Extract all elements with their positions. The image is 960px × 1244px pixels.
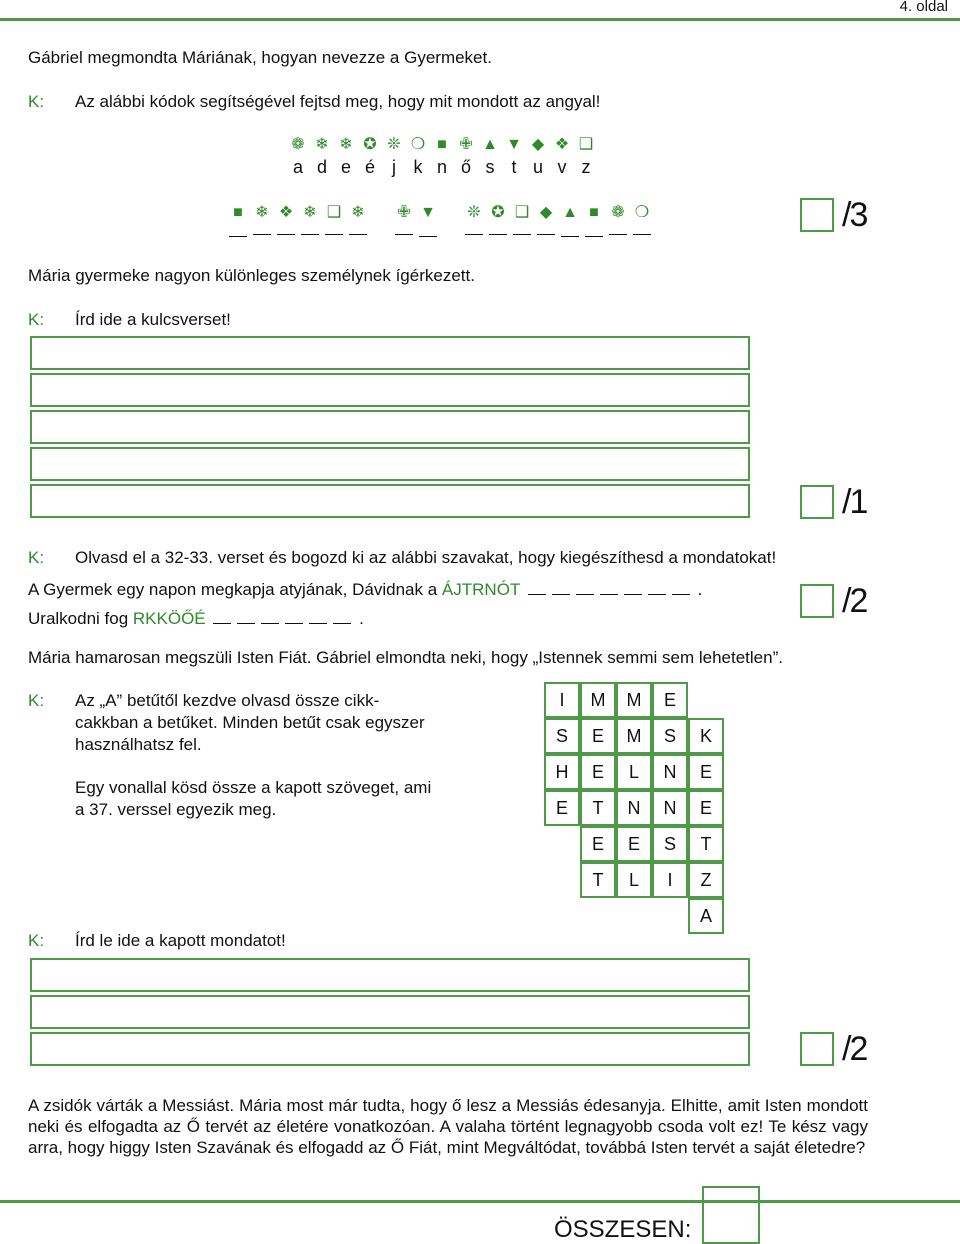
bottom-rule — [0, 1200, 960, 1203]
scrambled-word-2: RKKÖŐÉ — [132, 609, 206, 628]
cipher-letter[interactable]: ◆ — [534, 202, 558, 235]
cipher-letter[interactable]: ▼ — [416, 204, 440, 237]
code-symbol: ❄ — [339, 136, 353, 153]
code-symbol: ✪ — [363, 136, 377, 153]
task-3-marker: K: — [28, 548, 45, 567]
code-symbol: ◆ — [531, 136, 545, 153]
grid-cell[interactable]: N — [652, 754, 688, 790]
intro-3: Mária hamarosan megszüli Isten Fiát. Gábriel elmondta neki, hogy „Istennek semmi sem lehetetlen”. — [28, 648, 783, 667]
task-1-marker: K: — [28, 92, 45, 111]
answer-line-4[interactable] — [30, 447, 750, 481]
code-symbol: ✙ — [459, 136, 473, 153]
code-symbol: ❁ — [291, 136, 305, 153]
answer-line-3[interactable] — [30, 410, 750, 444]
grid-cell[interactable]: Z — [688, 862, 724, 898]
grid-cell[interactable]: H — [544, 754, 580, 790]
top-rule — [0, 18, 960, 21]
cipher-letter[interactable]: ❖ — [274, 202, 298, 235]
grid-cell[interactable]: A — [688, 898, 724, 934]
cipher-letter[interactable]: ❊ — [462, 202, 486, 235]
grid-cell[interactable]: T — [580, 790, 616, 826]
grid-cell[interactable]: M — [616, 718, 652, 754]
grid-cell[interactable]: S — [652, 826, 688, 862]
grid-cell[interactable]: L — [616, 862, 652, 898]
sentence-2-before: Uralkodni fog — [28, 609, 129, 628]
grid-cell[interactable]: S — [544, 718, 580, 754]
code-symbol: ■ — [437, 136, 447, 153]
code-symbol: ❑ — [578, 136, 594, 153]
code-letter: n — [436, 157, 447, 177]
task-4-marker: K: — [28, 691, 45, 710]
cipher-letter[interactable]: ■ — [582, 204, 606, 237]
sentence-1-end: . — [697, 580, 703, 599]
code-letter: t — [511, 157, 517, 177]
grid-cell[interactable]: S — [652, 718, 688, 754]
sentence-2 — [28, 609, 364, 629]
intro-1: Gábriel megmondta Máriának, hogyan nevezze a Gyermeket. — [28, 48, 492, 67]
cipher-word — [462, 202, 654, 237]
task-4-line-3: használhatsz fel. — [75, 735, 202, 754]
score-box-3[interactable] — [800, 584, 834, 618]
grid-cell[interactable]: I — [544, 682, 580, 718]
code-symbol: ❊ — [387, 136, 401, 153]
cipher-word — [392, 202, 440, 237]
cipher-letter[interactable]: ✪ — [486, 202, 510, 235]
code-letter: v — [557, 157, 567, 177]
page-label: 4. oldal — [899, 0, 948, 15]
total-label: ÖSSZESEN: — [554, 1216, 692, 1243]
answer-line-2[interactable] — [30, 373, 750, 407]
code-symbol: ❄ — [315, 136, 329, 153]
blanks-1[interactable] — [525, 580, 698, 599]
cipher-letter[interactable]: ❄ — [250, 202, 274, 235]
score-4: /2 — [842, 1030, 867, 1068]
code-symbol-row — [286, 134, 598, 154]
score-3: /2 — [842, 582, 867, 620]
cipher-word — [226, 202, 370, 237]
total-score-box[interactable] — [702, 1186, 760, 1244]
code-letter-row — [286, 157, 598, 178]
grid-cell[interactable]: E — [688, 754, 724, 790]
cipher-letter[interactable]: ❍ — [630, 202, 654, 235]
grid-cell[interactable]: E — [580, 754, 616, 790]
cipher-letter[interactable]: ■ — [226, 204, 250, 237]
sentence-1-before: A Gyermek egy napon megkapja atyjának, Dávidnak a — [28, 580, 438, 599]
grid-cell[interactable]: M — [580, 682, 616, 718]
closing-paragraph: A zsidók várták a Messiást. Mária most már tudta, hogy ő lesz a Messiás édesanyja. Elhitte, amit Isten mondott neki és elfogadta az Ő tervét az életére vonatkozóan. A valaha történt legnagyobb csoda volt ez! Te kész vagy arra, hogy higgy Isten Szavának és elfogadd az Ő Fiát, mint Megváltódat, továbbá Isten tervét a saját életedre? — [28, 1096, 868, 1157]
code-letter: e — [340, 157, 351, 177]
task-5-marker: K: — [28, 931, 45, 950]
code-letter: k — [413, 157, 423, 177]
task-3-text: Olvasd el a 32-33. verset és bogozd ki az alábbi szavakat, hogy kiegészíthesd a mondatokat! — [75, 548, 777, 567]
score-box-1[interactable] — [800, 198, 834, 232]
answer-line-7[interactable] — [30, 995, 750, 1029]
cipher-letter[interactable]: ❁ — [606, 202, 630, 235]
answer-line-6[interactable] — [30, 958, 750, 992]
task-4-line-4: Egy vonallal kösd össze a kapott szöveget, ami — [75, 778, 432, 797]
grid-cell[interactable]: E — [616, 826, 652, 862]
grid-cell[interactable]: E — [652, 682, 688, 718]
grid-cell[interactable]: L — [616, 754, 652, 790]
cipher-letter[interactable]: ❄ — [346, 202, 370, 235]
cipher-row — [226, 202, 686, 237]
grid-cell[interactable]: I — [652, 862, 688, 898]
grid-cell[interactable]: E — [688, 790, 724, 826]
code-symbol: ❍ — [410, 136, 426, 153]
grid-cell[interactable]: E — [580, 718, 616, 754]
grid-cell[interactable]: K — [688, 718, 724, 754]
code-letter: d — [316, 157, 327, 177]
grid-cell[interactable]: T — [688, 826, 724, 862]
code-letter: ő — [460, 157, 471, 177]
task-5-text: Írd le ide a kapott mondatot! — [75, 931, 286, 950]
grid-cell[interactable]: T — [580, 862, 616, 898]
task-2-text: Írd ide a kulcsverset! — [75, 310, 231, 329]
code-letter: a — [292, 157, 303, 177]
task-4-line-2: cakkban a betűket. Minden betűt csak egyszer — [75, 713, 425, 732]
code-symbol: ▲ — [482, 136, 498, 153]
intro-2: Mária gyermeke nagyon különleges személynek ígérkezett. — [28, 266, 475, 285]
answer-line-8[interactable] — [30, 1032, 750, 1066]
code-letter: é — [364, 157, 375, 177]
cipher-letter[interactable]: ▲ — [558, 204, 582, 237]
task-4-line-1: Az „A” betűtől kezdve olvasd össze cikk- — [75, 691, 380, 710]
scrambled-word-1: ÁJTRNÓT — [441, 580, 520, 599]
task-1-text: Az alábbi kódok segítségével fejtsd meg, hogy mit mondott az angyal! — [75, 92, 601, 111]
answer-line-5[interactable] — [30, 484, 750, 518]
grid-cell[interactable]: E — [544, 790, 580, 826]
answer-line-1[interactable] — [30, 336, 750, 370]
code-symbol: ❖ — [554, 136, 570, 153]
code-letter: u — [532, 157, 543, 177]
code-symbol: ▼ — [506, 136, 522, 153]
task-4-line-5: a 37. verssel egyezik meg. — [75, 800, 277, 819]
cipher-letter[interactable]: ✙ — [392, 202, 416, 235]
sentence-2-end: . — [359, 609, 364, 628]
grid-cell[interactable]: E — [580, 826, 616, 862]
score-box-2[interactable] — [800, 485, 834, 519]
code-letter: s — [485, 157, 495, 177]
score-1: /3 — [842, 196, 867, 234]
grid-cell[interactable]: N — [652, 790, 688, 826]
cipher-letter[interactable]: ❑ — [322, 202, 346, 235]
score-box-4[interactable] — [800, 1032, 834, 1066]
code-letter: z — [581, 157, 591, 177]
blanks-2[interactable] — [210, 609, 359, 628]
grid-cell[interactable]: M — [616, 682, 652, 718]
sentence-1 — [28, 580, 702, 600]
cipher-letter[interactable]: ❑ — [510, 202, 534, 235]
score-2: /1 — [842, 483, 867, 521]
code-letter: j — [392, 157, 396, 177]
task-2-marker: K: — [28, 310, 45, 329]
grid-cell[interactable]: N — [616, 790, 652, 826]
cipher-letter[interactable]: ❄ — [298, 202, 322, 235]
